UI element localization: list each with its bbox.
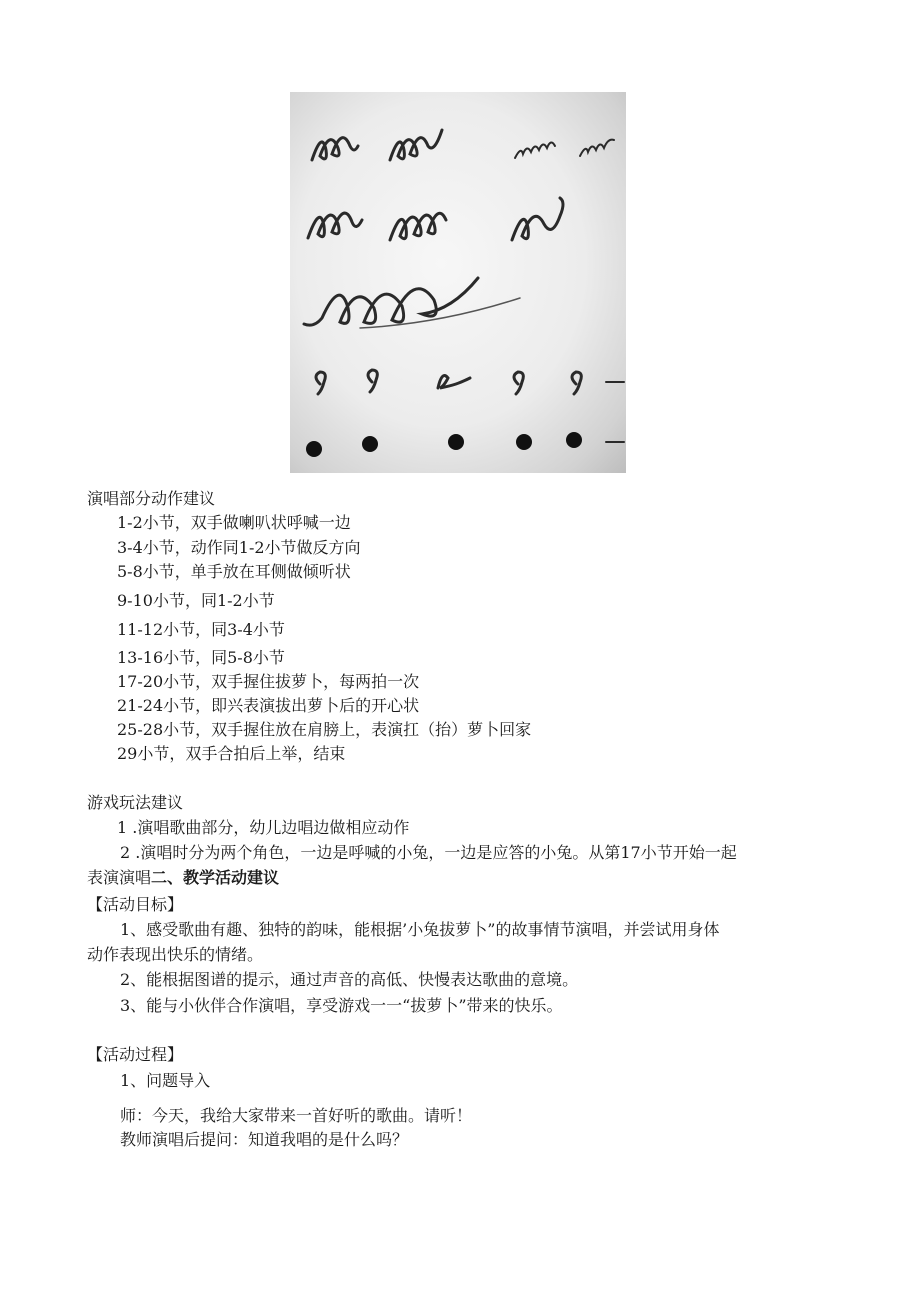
dot-1 — [306, 441, 322, 457]
graphic-score-photo — [290, 92, 626, 473]
loop-row-2b — [390, 213, 446, 240]
goal-3: 3、能与小伙伴合作演唱，享受游戏一一“拔萝卜”带来的快乐。 — [120, 996, 563, 1015]
question-line: 教师演唱后提问：知道我唱的是什么吗？ — [120, 1130, 409, 1149]
singing-item-10: 29小节，双手合拍后上举，结束 — [117, 744, 346, 763]
singing-section-title: 演唱部分动作建议 — [87, 489, 216, 508]
game-section-title: 游戏玩法建议 — [87, 793, 184, 812]
teaching-heading: 二、教学活动建议 — [151, 868, 280, 887]
loop-row-1c — [515, 142, 555, 158]
singing-item-1: 1-2小节，双手做喇叭状呼喊一边 — [117, 513, 351, 532]
game-item-1: 1 .演唱歌曲部分，幼儿边唱边做相应动作 — [117, 818, 410, 837]
singing-item-5: 11-12小节，同3-4小节 — [117, 620, 285, 639]
singing-item-4: 9-10小节，同1-2小节 — [117, 591, 275, 610]
scribble-4 — [438, 376, 470, 388]
dot-4 — [516, 434, 532, 450]
loop-row-2c — [512, 198, 563, 240]
nine-3 — [514, 372, 523, 394]
line-row-3 — [360, 298, 520, 328]
game-item-2: 2 .演唱时分为两个角色，一边是呼喊的小兔，一边是应答的小兔。从第17小节开始一起 — [120, 843, 737, 862]
teacher-line: 师：今天，我给大家带来一首好听的歌曲。请听！ — [120, 1106, 473, 1125]
goal-2: 2、能根据图谱的提示，通过声音的高低、快慢表达歌曲的意境。 — [120, 970, 579, 989]
singing-item-6: 13-16小节，同5-8小节 — [117, 648, 285, 667]
loop-row-1d — [580, 140, 614, 156]
dot-5 — [566, 432, 582, 448]
graphic-score-drawing — [290, 92, 626, 473]
nine-4 — [572, 372, 581, 394]
singing-item-3: 5-8小节，单手放在耳侧做倾听状 — [117, 562, 351, 581]
loop-row-1b — [390, 130, 442, 160]
nine-2 — [368, 370, 377, 392]
game-item-2-continued — [87, 868, 279, 888]
dot-2 — [362, 436, 378, 452]
game-item-2-tail: 表演演唱 — [87, 868, 152, 887]
nine-1 — [316, 372, 325, 394]
loop-row-2a — [308, 213, 362, 238]
goal-1-continued: 动作表现出快乐的情绪。 — [87, 945, 264, 964]
dot-3 — [448, 434, 464, 450]
goal-1: 1、感受歌曲有趣、独特的韵味，能根据’小兔拔萝卜”的故事情节演唱，并尝试用身体 — [120, 920, 720, 939]
process-title: 【活动过程】 — [87, 1045, 184, 1064]
singing-item-7: 17-20小节，双手握住拔萝卜，每两拍一次 — [117, 672, 420, 691]
singing-item-9: 25-28小节，双手握住放在肩膀上，表演扛（抬）萝卜回家 — [117, 720, 532, 739]
singing-item-8: 21-24小节，即兴表演拔出萝卜后的开心状 — [117, 696, 420, 715]
process-step-1: 1、问题导入 — [120, 1071, 211, 1090]
singing-item-2: 3-4小节，动作同1-2小节做反方向 — [117, 538, 361, 557]
loop-row-1a — [312, 138, 358, 160]
goals-title: 【活动目标】 — [87, 895, 184, 914]
loop-row-3 — [304, 278, 478, 325]
